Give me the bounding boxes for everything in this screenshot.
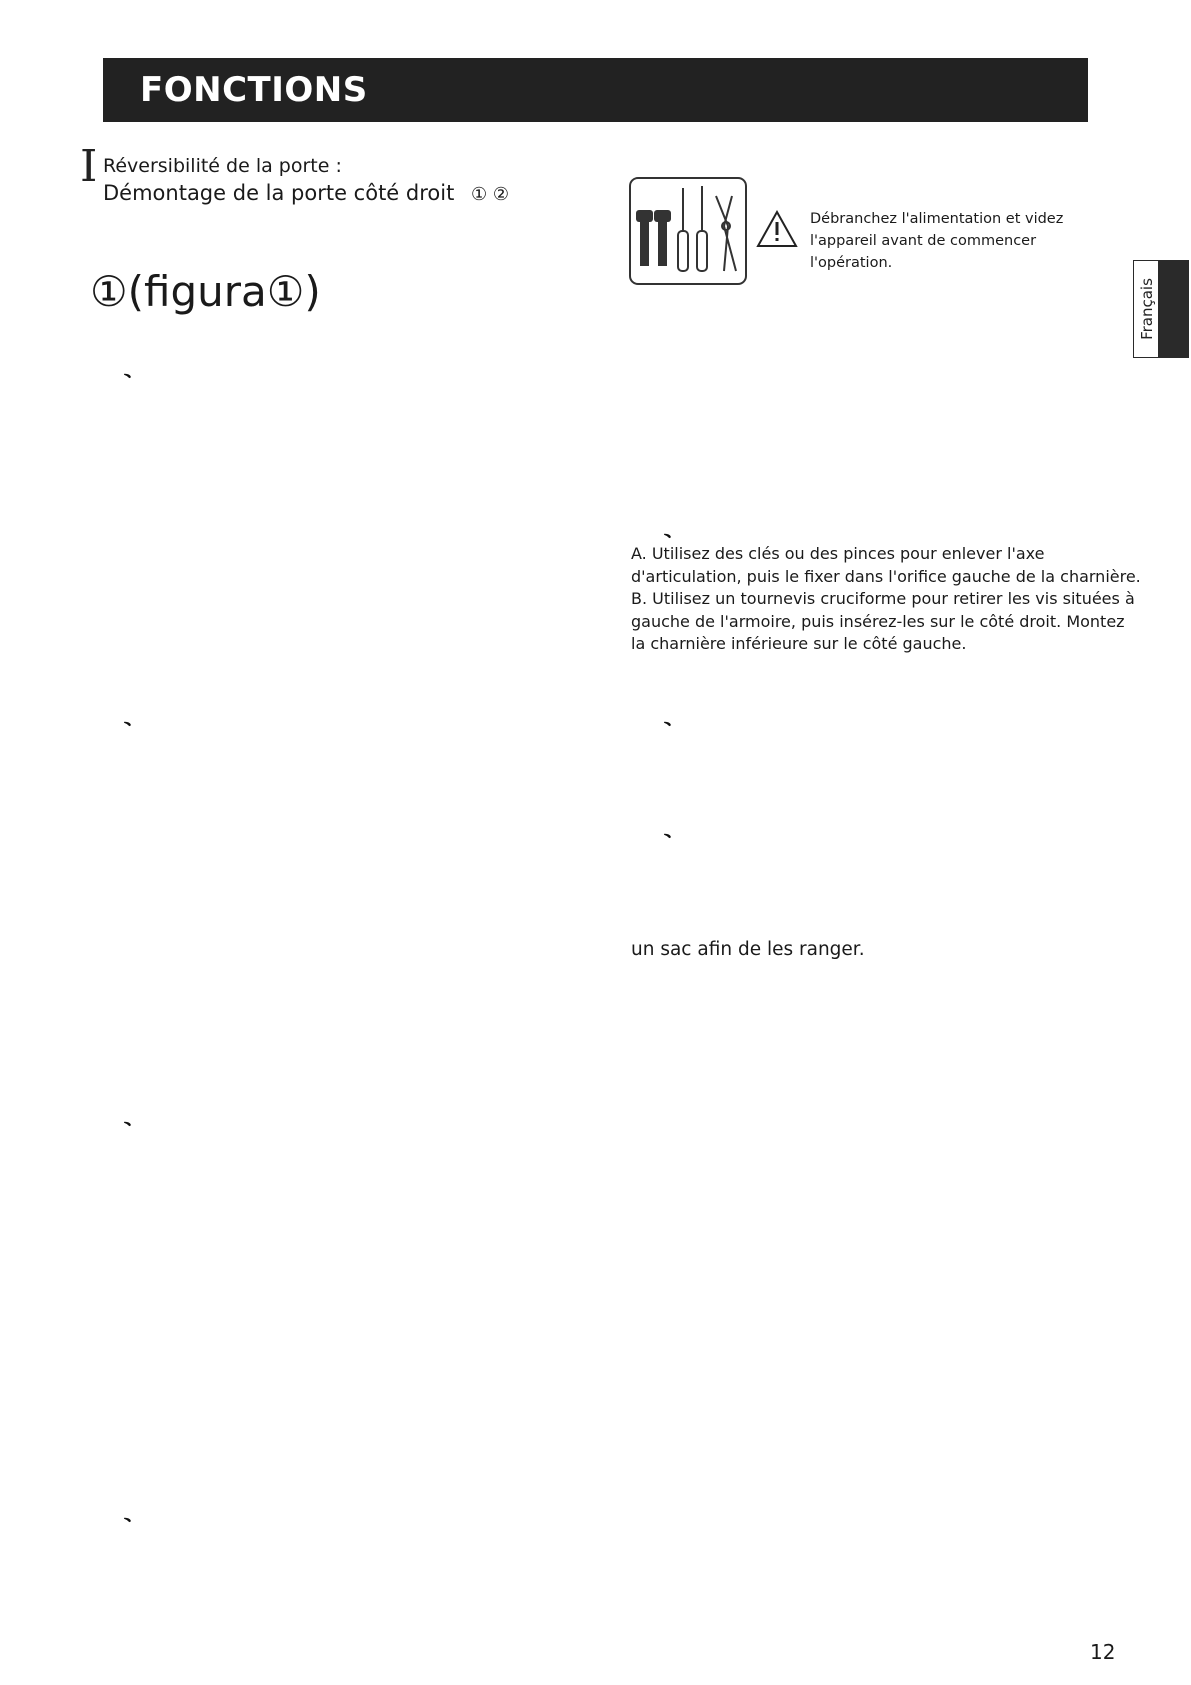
warning-text: Débranchez l'alimentation et videz l'appareil avant de commencer l'opération. <box>810 211 1064 271</box>
language-side-tab <box>1133 260 1189 358</box>
page-number: 12 <box>1090 1640 1116 1664</box>
warning-triangle-icon <box>756 210 798 248</box>
step-bullet: 、 <box>658 813 686 843</box>
step-bullet: 、 <box>118 1497 146 1527</box>
language-tab-label: Français <box>1138 278 1156 340</box>
subtitle-refs: ① ② <box>471 184 510 205</box>
figure-label: ①(figura①) <box>90 267 321 316</box>
section-title: Réversibilité de la porte : <box>103 155 342 177</box>
page-title: FONCTIONS <box>140 70 368 110</box>
step-bullet: 、 <box>118 701 146 731</box>
step-bullet: 、 <box>118 1101 146 1131</box>
step-a-text: A. Utilisez des clés ou des pinces pour enlever l'axe d'articulation, puis le fixer dans l'orifice gauche de la charnière. <box>631 544 1141 586</box>
step-instructions <box>631 543 1141 656</box>
step-bullet: 、 <box>118 353 146 383</box>
language-tab-label-box <box>1133 260 1159 358</box>
step-bullet: 、 <box>658 701 686 731</box>
section-subtitle <box>103 180 509 208</box>
bag-instruction-text: un sac afin de les ranger. <box>631 939 865 960</box>
section-numeral: I <box>80 141 98 192</box>
step-b-text: B. Utilisez un tournevis cruciforme pour retirer les vis situées à gauche de l'armoire, puis insérez-les sur le côté droit. Montez la charnière inférieure sur le côté gauche. <box>631 589 1135 653</box>
step-bullet: 、 <box>658 513 686 543</box>
tools-icon <box>628 176 748 286</box>
subtitle-text: Démontage de la porte côté droit <box>103 181 455 205</box>
